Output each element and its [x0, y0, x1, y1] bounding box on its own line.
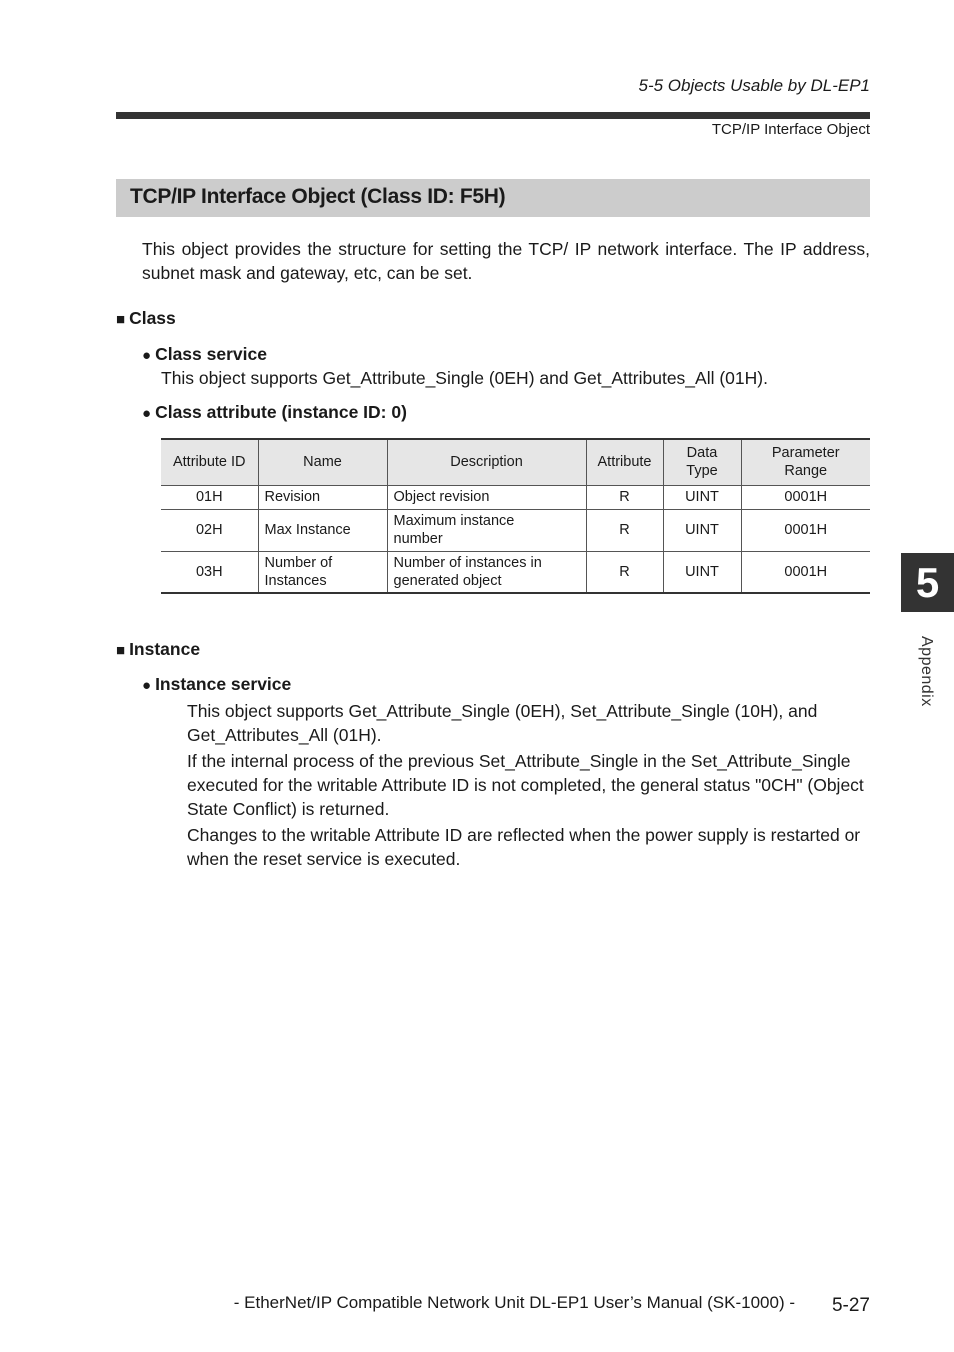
instance-service-paragraph-3: Changes to the writable Attribute ID are reflected when the power supply is restarted or when the reset service is executed. — [187, 825, 861, 869]
table-cell: Number of instances in generated object — [387, 551, 586, 593]
chapter-label: Appendix — [918, 636, 935, 707]
table-cell: UINT — [663, 509, 741, 551]
class-service-heading — [142, 344, 267, 365]
table-cell: Number of Instances — [258, 551, 387, 593]
table-cell: R — [586, 509, 663, 551]
table-cell: UINT — [663, 551, 741, 593]
table-header-cell: Description — [387, 439, 586, 485]
table-cell: 0001H — [741, 485, 870, 509]
footer-manual-title: - EtherNet/IP Compatible Network Unit DL-EP1 User’s Manual (SK-1000) - — [233, 1293, 795, 1312]
class-attribute-heading — [142, 402, 407, 423]
table-cell: 0001H — [741, 551, 870, 593]
instance-service-heading — [142, 674, 291, 695]
table-row — [161, 509, 870, 551]
instance-service-label: Instance service — [155, 674, 292, 694]
instance-service-paragraph-2: If the internal process of the previous Set_Attribute_Single in the Set_Attribute_Single executed for the writable Attribute ID is not completed, the general status "0CH" (Object State Conflict) is returned. — [187, 751, 864, 819]
intro-paragraph: This object provides the structure for setting the TCP/ IP network interface. The IP address, subnet mask and gateway, etc, can be set. — [142, 239, 870, 283]
class-service-label: Class service — [155, 344, 267, 364]
table-cell: Revision — [258, 485, 387, 509]
table-header-row — [161, 439, 870, 485]
running-header-subsection: TCP/IP Interface Object — [711, 121, 870, 138]
table-header-cell: Attribute ID — [161, 439, 258, 485]
table-cell: Object revision — [387, 485, 586, 509]
table-header-cell: Parameter Range — [741, 439, 870, 485]
class-heading-label: Class — [129, 308, 176, 328]
table-cell: Maximum instance number — [387, 509, 586, 551]
table-header-cell: Name — [258, 439, 387, 485]
table-cell: 03H — [161, 551, 258, 593]
running-header-section: 5-5 Objects Usable by DL-EP1 — [638, 76, 870, 95]
table-header-cell: Attribute — [586, 439, 663, 485]
circle-bullet-icon: ● — [142, 347, 152, 364]
section-heading-bar — [116, 179, 870, 217]
class-heading — [116, 308, 176, 329]
table-cell: 02H — [161, 509, 258, 551]
square-bullet-icon: ■ — [116, 311, 126, 328]
instance-heading — [116, 639, 200, 660]
instance-heading-label: Instance — [129, 639, 201, 659]
circle-bullet-icon: ● — [142, 405, 152, 422]
header-rule — [116, 112, 870, 119]
table-row — [161, 551, 870, 593]
table-cell: 01H — [161, 485, 258, 509]
table-header-cell: Data Type — [663, 439, 741, 485]
section-heading: TCP/IP Interface Object (Class ID: F5H) — [130, 185, 506, 208]
page-number: 5-27 — [831, 1295, 870, 1316]
table-cell: Max Instance — [258, 509, 387, 551]
table-cell: 0001H — [741, 509, 870, 551]
class-attribute-table — [161, 438, 870, 594]
instance-service-paragraph-1: This object supports Get_Attribute_Single (0EH), Set_Attribute_Single (10H), and Get_Attributes_All (01H). — [187, 701, 818, 745]
table-row — [161, 485, 870, 509]
table-cell: R — [586, 485, 663, 509]
circle-bullet-icon: ● — [142, 677, 152, 694]
table-cell: UINT — [663, 485, 741, 509]
table-cell: R — [586, 551, 663, 593]
square-bullet-icon: ■ — [116, 642, 126, 659]
chapter-tab: 5 — [901, 553, 954, 612]
class-attribute-label: Class attribute (instance ID: 0) — [155, 402, 407, 422]
class-service-text: This object supports Get_Attribute_Single (0EH) and Get_Attributes_All (01H). — [161, 368, 768, 388]
